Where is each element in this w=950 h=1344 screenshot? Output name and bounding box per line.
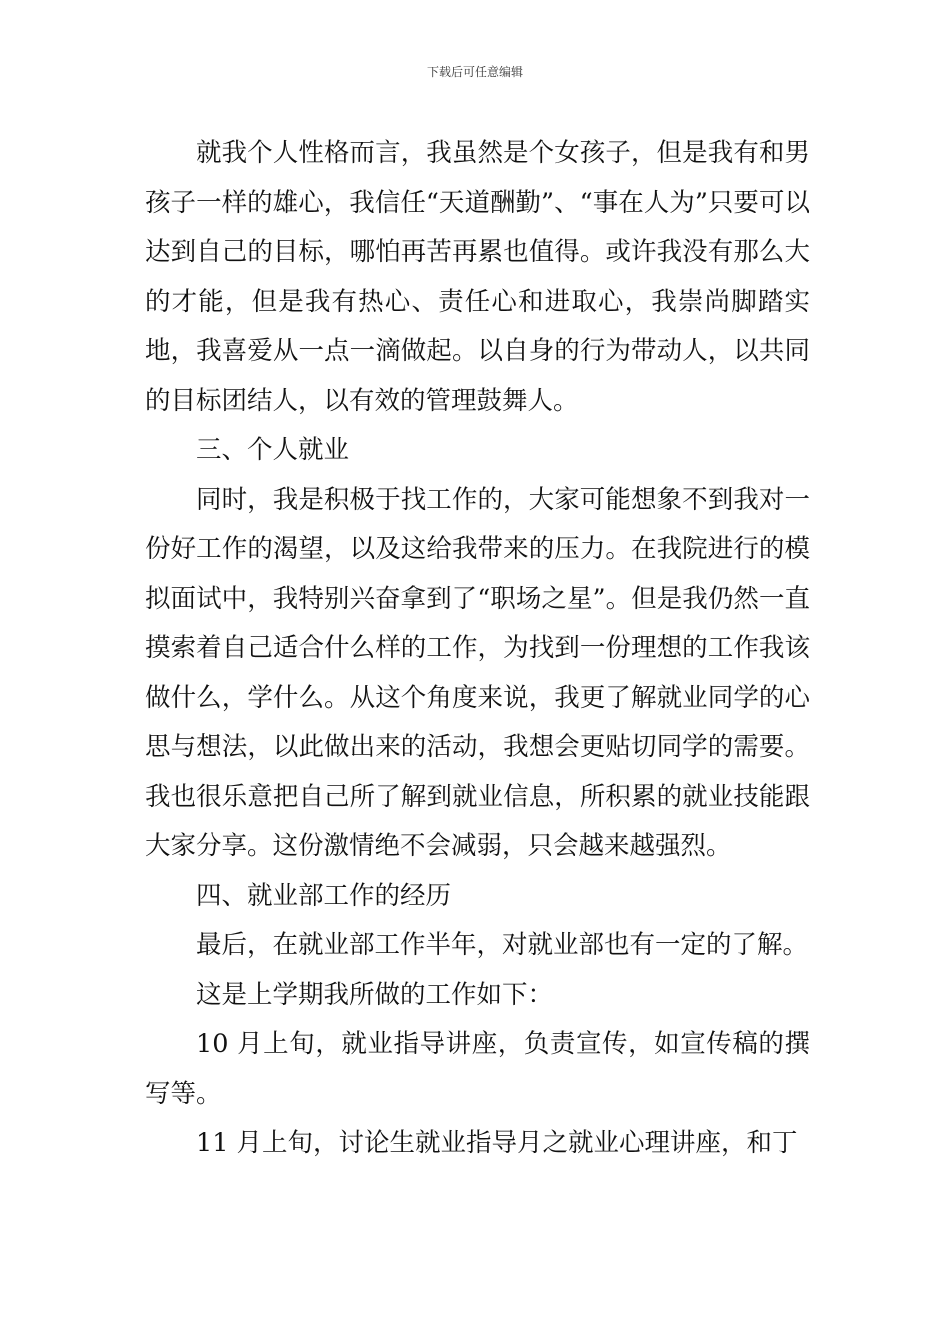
paragraph-work-intro: 这是上学期我所做的工作如下： (196, 979, 554, 1010)
document-body (145, 129, 810, 1169)
page-header: 下载后可任意编辑 (426, 65, 523, 79)
paragraph-november: 11 月上旬，讨论生就业指导月之就业心理讲座，和丁 (196, 1128, 798, 1158)
paragraph-half-year: 最后，在就业部工作半年，对就业部也有一定的了解。 (196, 930, 809, 960)
paragraph-personality: 就我个人性格而言，我虽然是个女孩子，但是我有和男孩子一样的雄心，我信任“天道酬勤”、“事在人为”只要可以达到自己的目标，哪怕再苦再累也值得。或许我没有那么大的才能，但是我有热心、责任心和进取心，我崇尚脚踏实地，我喜爱从一点一滴做起。以自身的行为带动人，以共同的目标团结人，以有效的管理鼓舞人。 (145, 138, 810, 416)
section-heading-department-experience: 四、就业部工作的经历 (196, 880, 452, 911)
paragraph-job-search: 同时，我是积极于找工作的，大家可能想象不到我对一份好工作的渴望，以及这给我带来的压力。在我院进行的模拟面试中，我特别兴奋拿到了“职场之星”。但是我仍然一直摸索着自己适合什么样的工作，为找到一份理想的工作我该做什么，学什么。从这个角度来说，我更了解就业同学的心思与想法，以此做出来的活动，我想会更贴切同学的需要。我也很乐意把自己所了解到就业信息，所积累的就业技能跟大家分享。这份激情绝不会减弱，只会越来越强烈。 (145, 484, 810, 861)
paragraph-october: 10 月上旬，就业指导讲座，负责宣传，如宣传稿的撰写等。 (145, 1029, 810, 1109)
section-heading-personal-employment: 三、个人就业 (196, 435, 350, 465)
